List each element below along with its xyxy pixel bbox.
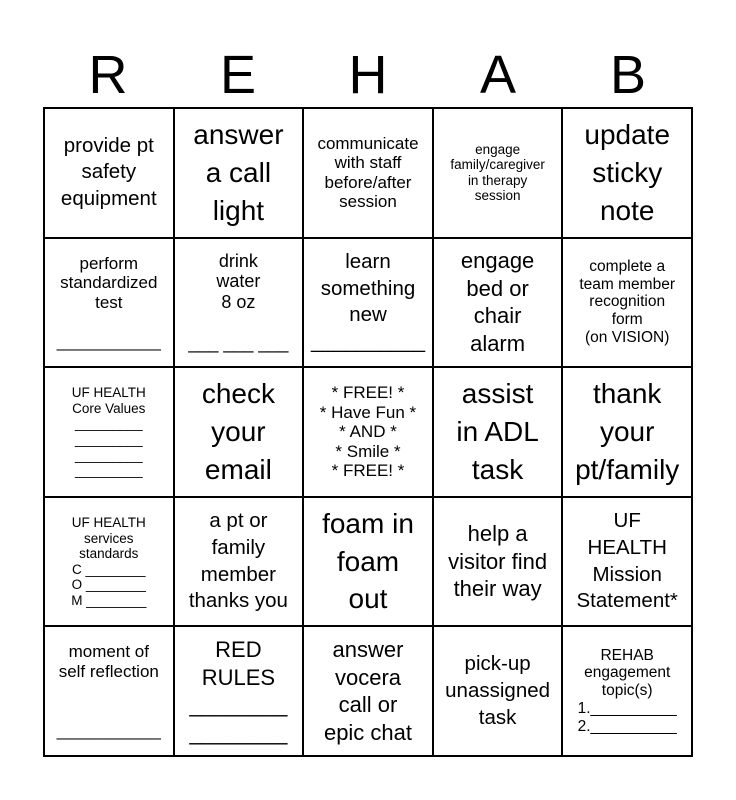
bingo-cell	[303, 626, 433, 756]
cell-line: foam in	[322, 507, 414, 539]
cell-line: alarm	[470, 330, 526, 356]
bingo-cell	[44, 238, 174, 368]
cell-line: * FREE! *	[331, 461, 405, 481]
bingo-cell	[44, 108, 174, 238]
cell-line: complete a	[589, 257, 666, 275]
cell-line: light	[212, 194, 265, 226]
cell-line: call or	[338, 692, 398, 718]
header-letter-e: E	[219, 45, 257, 105]
bingo-cell	[433, 626, 563, 756]
cell-line: recognition	[589, 293, 666, 311]
bingo-cell	[44, 367, 174, 497]
cell-line: UF HEALTH	[71, 385, 146, 401]
header-letter-a: A	[479, 45, 517, 105]
cell-line: * AND *	[339, 422, 397, 442]
cell-line: engage	[460, 248, 535, 274]
cell-line: session	[474, 188, 521, 204]
cell-line: a pt or	[209, 509, 268, 533]
cell-line: standards	[79, 546, 139, 562]
cell-line: answer	[193, 119, 284, 151]
cell-line: moment of	[68, 642, 149, 662]
cell-line: help a	[467, 521, 528, 547]
bingo-cell	[174, 367, 304, 497]
cell-line: member	[200, 562, 276, 586]
cell-blank-line: _________	[75, 416, 143, 432]
cell-line: task	[478, 705, 517, 729]
cell-line: Core Values	[72, 400, 146, 416]
bingo-header	[43, 44, 693, 106]
cell-line: in therapy	[467, 172, 528, 188]
cell-blank-line: _________	[75, 463, 143, 479]
cell-line: team member	[579, 275, 675, 293]
cell-line: email	[204, 453, 272, 485]
bingo-cell	[562, 367, 692, 497]
cell-line: session	[339, 192, 397, 212]
cell-line: RULES	[201, 664, 276, 690]
cell-line: provide pt	[63, 133, 154, 157]
bingo-cell	[174, 108, 304, 238]
cell-line: UF HEALTH	[71, 515, 146, 531]
bingo-cell	[44, 497, 174, 627]
cell-line: learn	[345, 250, 391, 274]
cell-line: family	[211, 535, 266, 559]
cell-line	[106, 312, 111, 332]
cell-line: (on VISION)	[584, 329, 670, 347]
bingo-cell	[433, 367, 563, 497]
cell-blank-line: M ________	[71, 592, 147, 608]
cell-line: water	[216, 271, 261, 292]
bingo-cell	[44, 626, 174, 756]
bingo-grid	[43, 107, 693, 757]
cell-line: UF	[613, 509, 641, 533]
cell-line: bed or	[466, 275, 529, 301]
cell-line: HEALTH	[587, 535, 667, 559]
cell-line: drink	[218, 250, 258, 271]
cell-line: note	[599, 194, 655, 226]
cell-blank-line: ___ ___ ___	[188, 333, 289, 354]
cell-line: engage	[475, 141, 521, 157]
cell-blank-line: 1.__________	[577, 700, 677, 718]
cell-blank-line: ___________	[56, 331, 161, 351]
cell-line: topic(s)	[601, 682, 653, 700]
cell-line: new	[349, 303, 387, 327]
cell-line: pt/family	[575, 453, 680, 485]
cell-line: safety	[81, 160, 137, 184]
cell-line: chair	[473, 303, 522, 329]
bingo-cell	[562, 238, 692, 368]
bingo-cell	[562, 626, 692, 756]
bingo-cell	[303, 108, 433, 238]
cell-line: test	[95, 292, 123, 312]
cell-line	[236, 313, 241, 334]
cell-line: your	[599, 416, 655, 448]
cell-line: their way	[453, 576, 542, 602]
cell-line: communicate	[317, 133, 419, 153]
cell-line: perform	[79, 253, 139, 273]
cell-line: REHAB	[600, 646, 654, 664]
cell-blank-line: 2.__________	[577, 717, 677, 735]
bingo-cell	[303, 497, 433, 627]
cell-line: out	[348, 583, 388, 615]
cell-line: epic chat	[323, 719, 413, 745]
bingo-cell	[433, 497, 563, 627]
cell-line: vocera	[334, 664, 402, 690]
cell-line: pick-up	[464, 652, 531, 676]
cell-line: * Have Fun *	[319, 402, 417, 422]
cell-blank-line: _________	[75, 447, 143, 463]
cell-line: RED	[215, 637, 262, 663]
cell-line: in ADL	[456, 416, 539, 448]
bingo-cell	[174, 238, 304, 368]
cell-line: task	[471, 453, 524, 485]
cell-line: engagement	[584, 664, 671, 682]
cell-line: update	[584, 119, 671, 151]
cell-line: equipment	[60, 187, 157, 211]
cell-line: services	[84, 530, 134, 546]
cell-line: your	[211, 416, 266, 448]
cell-blank-line: ________	[189, 692, 288, 718]
cell-line: Mission	[592, 562, 662, 586]
bingo-cell	[433, 108, 563, 238]
cell-blank-line: C ________	[72, 561, 146, 577]
bingo-cell	[562, 497, 692, 627]
cell-line: before/after	[324, 172, 412, 192]
cell-line: a call	[205, 156, 272, 188]
cell-blank-line: __________	[310, 330, 425, 354]
cell-line: sticky	[592, 156, 663, 188]
header-letter-h: H	[348, 45, 388, 105]
bingo-cell	[174, 497, 304, 627]
cell-line: visitor find	[448, 548, 548, 574]
cell-line: family/caregiver	[450, 157, 545, 173]
bingo-cell	[562, 108, 692, 238]
header-letter-b: B	[609, 45, 647, 105]
cell-line: foam	[336, 545, 400, 577]
cell-line: 8 oz	[221, 292, 256, 313]
cell-line: check	[201, 378, 275, 410]
cell-blank-line: ________	[189, 719, 288, 745]
cell-line	[106, 701, 111, 721]
cell-blank-line: O ________	[71, 577, 146, 593]
cell-blank-line: ___________	[56, 720, 161, 740]
header-letter-r: R	[88, 45, 128, 105]
free-cell	[303, 367, 433, 497]
cell-line: form	[611, 311, 643, 329]
cell-line: thank	[592, 378, 662, 410]
bingo-cell	[174, 626, 304, 756]
cell-line: answer	[332, 637, 404, 663]
cell-line: with staff	[334, 153, 402, 173]
cell-line: standardized	[60, 273, 158, 293]
cell-blank-line: _________	[75, 431, 143, 447]
cell-line: unassigned	[445, 678, 551, 702]
cell-line	[106, 681, 111, 701]
cell-line: * Smile *	[335, 441, 401, 461]
cell-line: thanks you	[188, 589, 288, 613]
cell-line: Statement*	[576, 589, 678, 613]
cell-line: * FREE! *	[331, 383, 405, 403]
bingo-cell	[303, 238, 433, 368]
cell-line: something	[320, 276, 416, 300]
cell-line: self reflection	[58, 661, 159, 681]
cell-line: assist	[461, 378, 534, 410]
bingo-cell	[433, 238, 563, 368]
